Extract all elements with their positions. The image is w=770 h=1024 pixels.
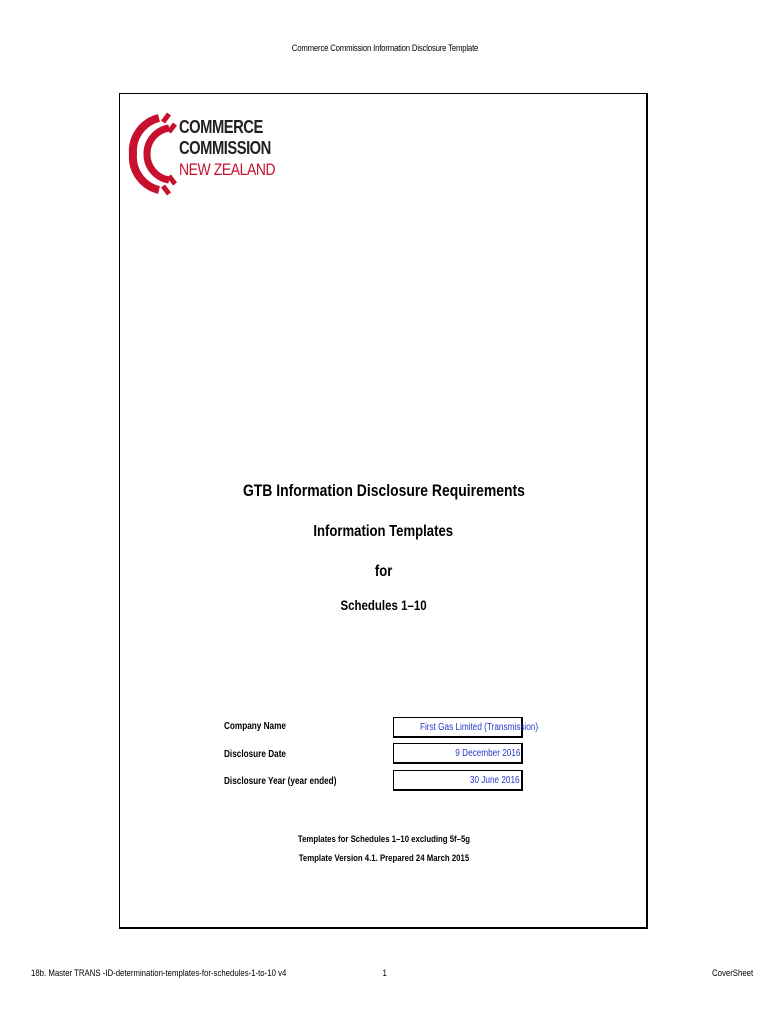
document-schedules: Schedules 1–10: [340, 597, 427, 613]
logo-line-2: COMMISSION: [179, 138, 271, 158]
footer-page-number: 1: [382, 968, 388, 979]
disclosure-year-field[interactable]: 30 June 2016: [393, 770, 523, 791]
document-title: GTB Information Disclosure Requirements: [242, 481, 525, 500]
footer-filename: 18b. Master TRANS -ID-determination-templates-for-schedules-1-to-10 v4: [31, 968, 287, 979]
company-name-field[interactable]: First Gas Limited (Transmission): [393, 717, 523, 738]
logo-wordmark: [179, 117, 275, 180]
version-note: Template Version 4.1. Prepared 24 March 2015: [298, 853, 469, 864]
document-for: for: [374, 563, 393, 580]
disclosure-date-field[interactable]: 9 December 2016: [393, 743, 523, 764]
disclosure-year-label: Disclosure Year (year ended): [224, 776, 337, 787]
logo-line-3: NEW ZEALAND: [179, 160, 276, 179]
disclosure-date-label: Disclosure Date: [224, 749, 286, 760]
page-header: Commerce Commission Information Disclosure Template: [291, 43, 479, 53]
footer-sheet-name: CoverSheet: [711, 968, 753, 979]
document-subtitle: Information Templates: [313, 523, 454, 540]
company-name-label: Company Name: [224, 721, 286, 732]
cover-frame: [119, 93, 648, 929]
logo-line-1: COMMERCE: [179, 117, 263, 137]
templates-note: Templates for Schedules 1–10 excluding 5f–5g: [297, 834, 470, 845]
